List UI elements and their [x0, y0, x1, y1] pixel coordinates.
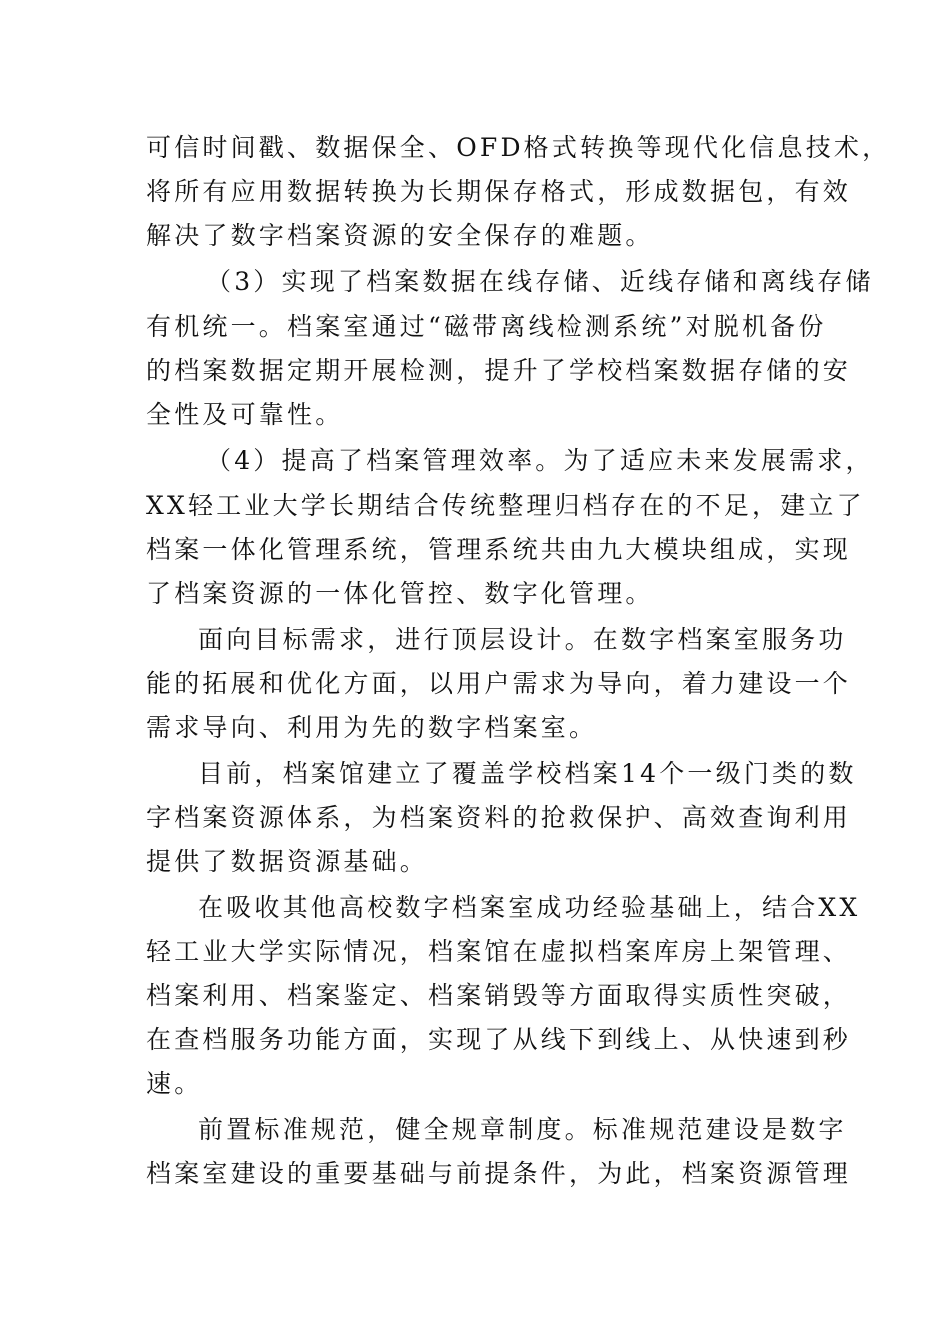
text-line: 提供了数据资源基础。 [146, 847, 429, 876]
text-line: XX轻工业大学长期结合传统整理归档存在的不足，建立了 [146, 491, 865, 520]
text-line: 目前，档案馆建立了覆盖学校档案14个一级门类的数 [198, 759, 857, 788]
text-line: 轻工业大学实际情况，档案馆在虚拟档案库房上架管理、 [146, 937, 852, 966]
text-line: 速。 [146, 1069, 203, 1098]
text-line: 了档案资源的一体化管控、数字化管理。 [146, 579, 654, 608]
text-line: 在查档服务功能方面，实现了从线下到线上、从快速到秒 [146, 1025, 852, 1054]
text-line: （4）提高了档案管理效率。为了适应未来发展需求， [206, 446, 874, 475]
text-line: 前置标准规范，健全规章制度。标准规范建设是数字 [198, 1115, 847, 1144]
text-line: 字档案资源体系，为档案资料的抢救保护、高效查询利用 [146, 803, 852, 832]
text-line: 档案利用、档案鉴定、档案销毁等方面取得实质性突破， [146, 981, 852, 1010]
text-line: 将所有应用数据转换为长期保存格式，形成数据包，有效 [146, 177, 852, 206]
text-line: （3）实现了档案数据在线存储、近线存储和离线存储 [206, 267, 874, 296]
text-line: 全性及可靠性。 [146, 400, 344, 429]
text-line: 可信时间戳、数据保全、OFD格式转换等现代化信息技术， [146, 133, 891, 162]
text-line: 能的拓展和优化方面，以用户需求为导向，着力建设一个 [146, 669, 852, 698]
text-line: 面向目标需求，进行顶层设计。在数字档案室服务功 [198, 625, 847, 654]
text-line: 有机统一。档案室通过“磁带离线检测系统”对脱机备份 [146, 312, 827, 341]
text-line: 档案一体化管理系统，管理系统共由九大模块组成，实现 [146, 535, 852, 564]
text-line: 解决了数字档案资源的安全保存的难题。 [146, 221, 654, 250]
text-line: 在吸收其他高校数字档案室成功经验基础上，结合XX [198, 893, 861, 922]
text-line: 的档案数据定期开展检测，提升了学校档案数据存储的安 [146, 356, 852, 385]
text-line: 档案室建设的重要基础与前提条件，为此，档案资源管理 [146, 1159, 852, 1188]
text-line: 需求导向、利用为先的数字档案室。 [146, 713, 598, 742]
